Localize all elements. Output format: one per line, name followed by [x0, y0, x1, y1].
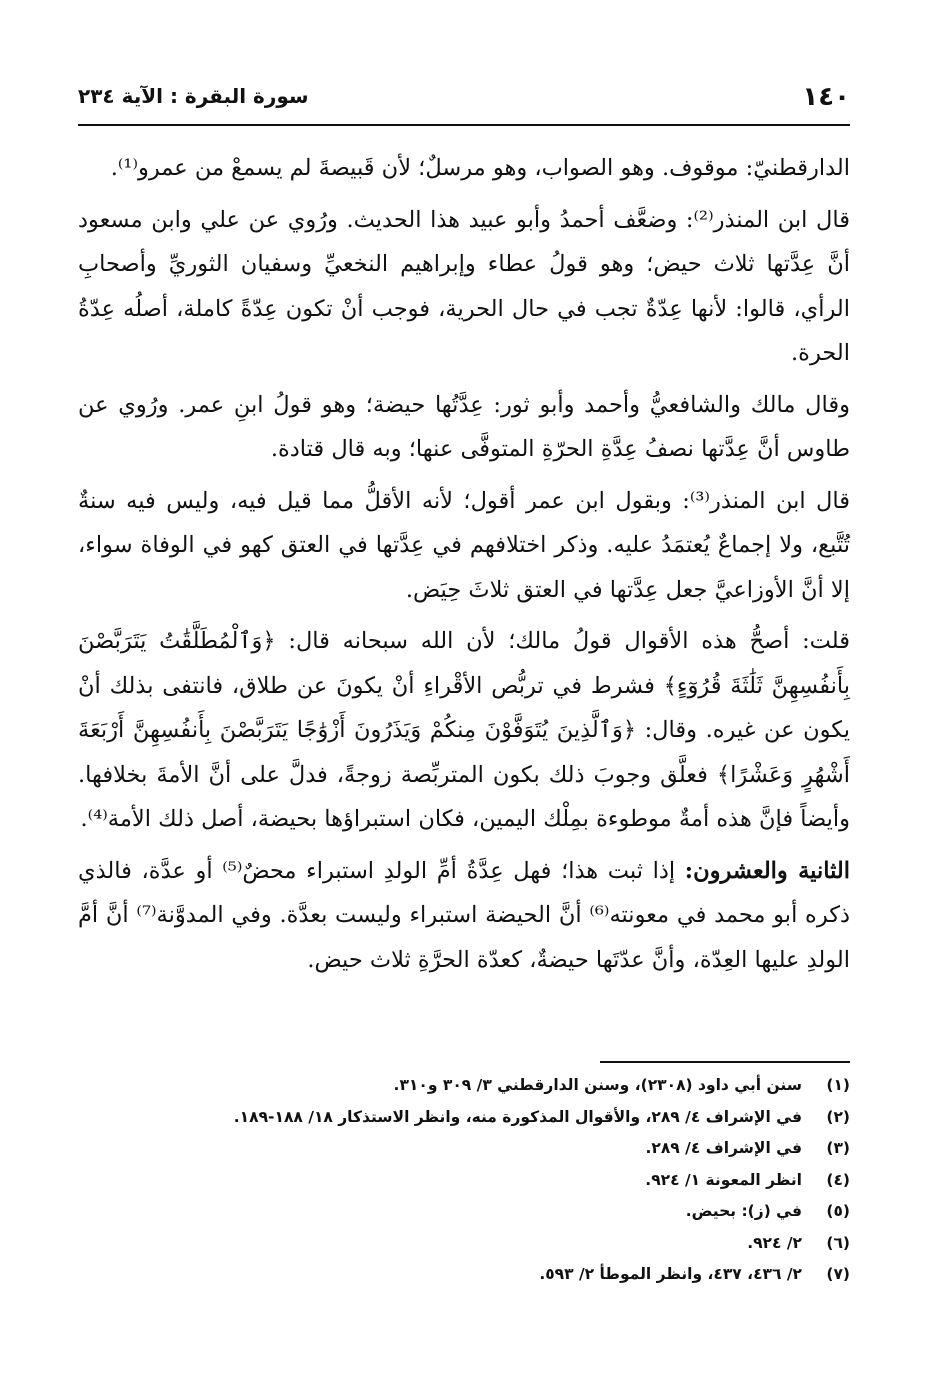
running-title: سورة البقرة : الآية ٢٣٤ [78, 84, 309, 108]
paragraph-5 [78, 619, 850, 842]
paragraph-6 [78, 849, 850, 983]
footnote-3 [78, 1133, 850, 1165]
footnote-5 [78, 1196, 850, 1228]
paragraph-text: إذا ثبت هذا؛ فهل عِدَّةُ أمِّ الولدِ استبراء محضٌ⁽⁵⁾ أو عدَّة، فالذي ذكره أبو محمد في معونته⁽⁶⁾ أنَّ الحيضة استبراء وليست بعدَّة. وفي المدوَّنة⁽⁷⁾ أنَّ أمَّ الولدِ عليها العِدّة، وأنَّ عدّتَها حيضةٌ، كعدّة الحرَّةِ ثلاث حيض. [78, 857, 850, 973]
footnote-text: في (ز): بحيض. [685, 1202, 802, 1220]
footnote-text: في الإشراف ٤/ ٢٨٩، والأقوال المذكورة منه، وانظر الاستذكار ١٨/ ١٨٨-١٨٩. [233, 1107, 802, 1126]
footnote-4 [78, 1165, 850, 1197]
footnote-text: سنن أبي داود (٢٣٠٨)، وسنن الدارقطني ٣/ ٣٠٩ و٣١٠. [393, 1076, 802, 1094]
footnote-text: في الإشراف ٤/ ٢٨٩. [645, 1139, 802, 1157]
footnote-7 [78, 1259, 850, 1291]
footnote-marker: (٥) [826, 1202, 850, 1220]
footnote-marker: (١) [826, 1076, 850, 1094]
footnotes [78, 1070, 850, 1291]
footnote-6 [78, 1228, 850, 1260]
header-rule [78, 124, 850, 126]
footnote-marker: (٣) [826, 1139, 850, 1157]
paragraph-text: قال ابن المنذر⁽³⁾: وبقول ابن عمر أقول؛ لأنه الأقلُّ مما قيل فيه، وليس فيه سنةٌ تُتَّبع، ولا إجماعٌ يُعتمَدُ عليه. وذكر اختلافهم في عِدَّتها في العتق كهو في الوفاة سواء، إلا أنَّ الأوزاعيَّ جعل عِدَّتها في العتق ثلاثَ حِيَض. [78, 487, 851, 603]
page-number: ١٤٠ [802, 82, 850, 112]
footnote-text: ٢/ ٩٢٤. [747, 1233, 802, 1252]
paragraph-3 [78, 383, 850, 472]
paragraph-1 [78, 146, 850, 191]
footnote-1 [78, 1070, 850, 1102]
page-header [78, 82, 850, 122]
paragraph-text: الدارقطنيّ: موقوف. وهو الصواب، وهو مرسلٌ؛ لأن قَبيصةَ لم يسمعْ من عمرو⁽¹⁾. [110, 155, 850, 181]
footnote-marker: (٢) [826, 1107, 850, 1126]
paragraph-lead: الثانية والعشرون: [684, 857, 850, 884]
footnote-marker: (٦) [826, 1233, 850, 1252]
paragraph-2 [78, 198, 850, 376]
main-text [78, 146, 850, 989]
footnote-2 [78, 1102, 850, 1134]
footnote-text: انظر المعونة ١/ ٩٢٤. [645, 1170, 802, 1189]
paragraph-text: قال ابن المنذر⁽²⁾: وضعَّف أحمدُ وأبو عبيد هذا الحديث. ورُوي عن علي وابن مسعود أنَّ عِدَّتها ثلاث حيض؛ وهو قولُ عطاء وإبراهيم النخعيِّ وسفيان الثوريِّ وأصحابِ الرأي، قالوا: لأنها عِدّةٌ تجب في حال الحرية، فوجب أنْ تكون عِدّةً كاملة، أصلُه عِدّةُ الحرة. [78, 206, 850, 366]
footnote-rule [600, 1061, 850, 1063]
paragraph-text: قلت: أصحُّ هذه الأقوال قولُ مالك؛ لأن الله سبحانه قال: ﴿وَٱلْمُطَلَّقَٰتُ يَتَرَبَّصْنَ بِأَنفُسِهِنَّ ثَلَٰثَةَ قُرُوٓءٍ﴾ فشرط في تربُّص الأقْراءِ أنْ يكونَ عن طلاق، فانتفى بذلك أنْ يكون عن غيره. وقال: ﴿وَٱلَّذِينَ يُتَوَفَّوْنَ مِنكُمْ وَيَذَرُونَ أَزْوَٰجًا يَتَرَبَّصْنَ بِأَنفُسِهِنَّ أَرْبَعَةَ أَشْهُرٍ وَعَشْرًا﴾ فعلَّق وجوبَ ذلك بكون المتربِّصة زوجةً، فدلَّ على أنَّ الأمةَ بخلافها. وأيضاً فإنَّ هذه أمةٌ موطوءة بمِلْك اليمين، فكان استبراؤها بحيضة، أصل ذلك الأمة⁽⁴⁾. [78, 628, 850, 832]
paragraph-4 [78, 479, 850, 613]
paragraph-text: وقال مالك والشافعيُّ وأحمد وأبو ثور: عِدَّتُها حيضة؛ وهو قولُ ابنِ عمر. ورُوي عن طاوس أنَّ عِدَّتها نصفُ عِدَّةِ الحرّةِ المتوفَّى عنها؛ وبه قال قتادة. [78, 391, 850, 462]
footnote-marker: (٤) [826, 1170, 850, 1189]
footnote-text: ٢/ ٤٣٦، ٤٣٧، وانظر الموطأ ٢/ ٥٩٣. [539, 1265, 802, 1283]
footnote-marker: (٧) [826, 1265, 850, 1283]
